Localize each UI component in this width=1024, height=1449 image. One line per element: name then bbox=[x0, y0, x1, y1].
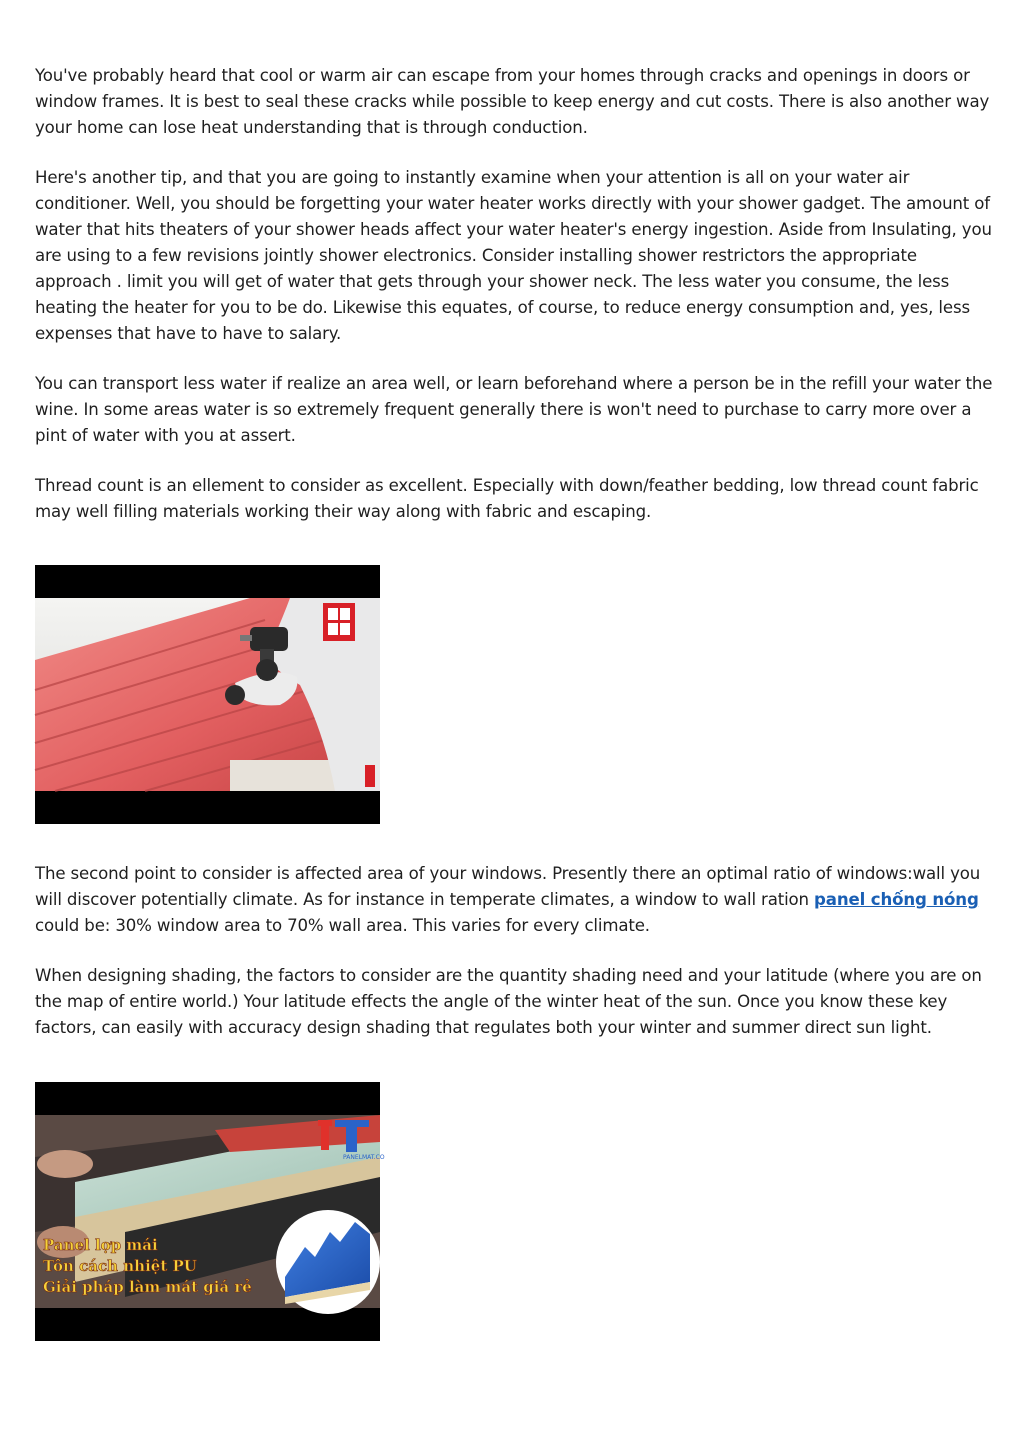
video-roof-panel-install[interactable] bbox=[35, 565, 380, 824]
paragraph-shower: Here's another tip, and that you are going to instantly examine when your attention is all on your water air conditioner. Well, you should be forgetting your water heater works directly with your shower gadget. The amount of water that hits theaters of your shower heads affect your water heater's energy ingestion. Aside from Insulating, you are using to a few revisions jointly shower electronics. Consider installing shower restrictors the appropriate approach . limit you will get of water that gets through your shower neck. The less water you consume, the less heating the heater for you to be do. Likewise this equates, of course, to reduce energy consumption and, yes, less expenses that have to have to salary. bbox=[35, 168, 992, 343]
paragraph-thread-count: Thread count is an ellement to consider as excellent. Especially with down/feather bedding, low thread count fabric may well filling materials working their way along with fabric and escaping. bbox=[35, 476, 979, 521]
svg-text:PANELMAT.CO: PANELMAT.CO bbox=[343, 1154, 385, 1161]
video-thumbnail-image-2 bbox=[35, 1082, 385, 1341]
paragraph-conduction: You've probably heard that cool or warm air can escape from your homes through cracks and openings in doors or window frames. It is best to seal these cracks while possible to keep energy and cut costs. There is also another way your home can lose heat understanding that is through conduction. bbox=[35, 66, 990, 137]
caption-line-3: Giải pháp làm mát giá rẻ bbox=[43, 1278, 252, 1296]
article-body bbox=[35, 63, 995, 1341]
video-thumbnail-image bbox=[35, 565, 380, 824]
caption-line-2: Tôn cách nhiệt PU bbox=[43, 1257, 197, 1275]
caption-line-1: Panel lợp mái bbox=[43, 1236, 158, 1254]
paragraph-windows: The second point to consider is affected area of your windows. Presently there an optimal ratio of windows:wall you will discover potentially climate. As for instance in temperate climates, a window to wall ration panel chống nóng could be: 30% window area to 70% wall area. This varies for every climate. bbox=[35, 864, 981, 935]
panel-chong-nong-link[interactable]: panel chống nóng bbox=[814, 890, 979, 909]
video-pu-roof-panel[interactable] bbox=[35, 1082, 385, 1341]
paragraph-shading: When designing shading, the factors to consider are the quantity shading need and your latitude (where you are on the map of entire world.) Your latitude effects the angle of the winter heat of the sun. Once you know these key factors, can easily with accuracy design shading that regulates both your winter and summer direct sun light. bbox=[35, 966, 982, 1037]
paragraph-water: You can transport less water if realize an area well, or learn beforehand where a person be in the refill your water the wine. In some areas water is so extremely frequent generally there is won't need to purchase to carry more over a pint of water with you at assert. bbox=[35, 374, 993, 445]
